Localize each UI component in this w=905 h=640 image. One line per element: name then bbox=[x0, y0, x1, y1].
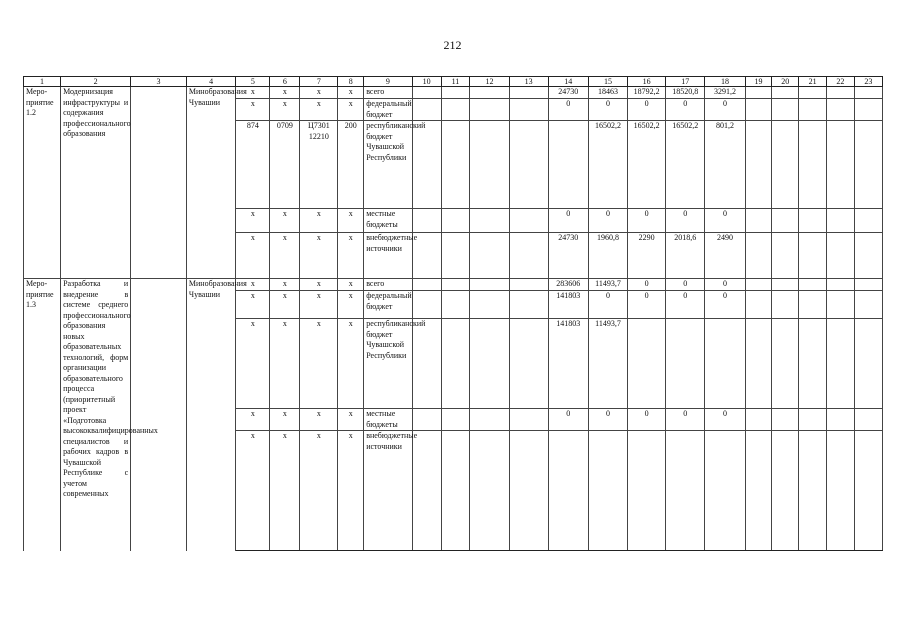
empty-cell bbox=[470, 291, 509, 319]
col-header: 14 bbox=[548, 77, 588, 87]
empty-cell bbox=[745, 99, 772, 121]
empty-cell bbox=[827, 431, 855, 551]
empty-cell bbox=[441, 409, 470, 431]
value-cell: 1960,8 bbox=[588, 233, 627, 279]
col-header: 6 bbox=[270, 77, 300, 87]
value-cell: 2490 bbox=[705, 233, 745, 279]
code-target: x bbox=[300, 233, 338, 279]
empty-cell bbox=[745, 279, 772, 291]
empty-cell bbox=[827, 291, 855, 319]
empty-cell bbox=[412, 209, 441, 233]
value-cell: 24730 bbox=[548, 233, 588, 279]
value-cell: 16502,2 bbox=[588, 121, 627, 209]
code-grbs: x bbox=[236, 319, 270, 409]
empty-cell bbox=[745, 291, 772, 319]
col-header: 9 bbox=[364, 77, 412, 87]
code-grbs: x bbox=[236, 99, 270, 121]
empty-cell bbox=[441, 431, 470, 551]
code-expense: x bbox=[338, 233, 364, 279]
funding-source: внебюджетные источники bbox=[364, 431, 412, 551]
value-cell: 0 bbox=[666, 409, 705, 431]
empty-cell bbox=[509, 279, 548, 291]
empty-cell bbox=[799, 99, 827, 121]
value-cell: 0 bbox=[588, 209, 627, 233]
empty-cell bbox=[470, 279, 509, 291]
value-cell: 0 bbox=[628, 409, 666, 431]
code-section: 0709 bbox=[270, 121, 300, 209]
empty-cell bbox=[827, 319, 855, 409]
empty-cell bbox=[509, 87, 548, 99]
col-header: 17 bbox=[666, 77, 705, 87]
funding-source: местные бюджеты bbox=[364, 209, 412, 233]
empty-cell bbox=[470, 431, 509, 551]
code-section: x bbox=[270, 319, 300, 409]
value-cell: 0 bbox=[705, 209, 745, 233]
value-cell bbox=[628, 319, 666, 409]
empty-cell bbox=[854, 233, 882, 279]
empty-cell bbox=[772, 99, 799, 121]
code-grbs: x bbox=[236, 291, 270, 319]
value-cell: 0 bbox=[705, 409, 745, 431]
code-target: x bbox=[300, 291, 338, 319]
col-header: 2 bbox=[61, 77, 131, 87]
code-section: x bbox=[270, 87, 300, 99]
empty-cell bbox=[745, 87, 772, 99]
value-cell: 0 bbox=[666, 209, 705, 233]
empty-cell bbox=[509, 409, 548, 431]
empty-cell bbox=[509, 291, 548, 319]
code-expense: x bbox=[338, 279, 364, 291]
empty-cell bbox=[799, 431, 827, 551]
column-numbers-row bbox=[24, 77, 883, 87]
value-cell bbox=[666, 431, 705, 551]
empty-cell bbox=[772, 121, 799, 209]
empty-cell bbox=[799, 319, 827, 409]
code-grbs: x bbox=[236, 87, 270, 99]
empty-cell bbox=[827, 209, 855, 233]
code-grbs: x bbox=[236, 409, 270, 431]
empty-cell bbox=[441, 209, 470, 233]
empty-cell bbox=[799, 209, 827, 233]
funding-source: внебюджетные источники bbox=[364, 233, 412, 279]
value-cell: 18792,2 bbox=[628, 87, 666, 99]
empty-cell bbox=[745, 209, 772, 233]
empty-cell bbox=[412, 319, 441, 409]
code-target: Ц7301 12210 bbox=[300, 121, 338, 209]
empty-cell bbox=[470, 209, 509, 233]
funding-source: всего bbox=[364, 87, 412, 99]
empty-cell bbox=[854, 409, 882, 431]
funding-source: республиканский бюджет Чувашской Республики bbox=[364, 121, 412, 209]
empty-cell bbox=[745, 121, 772, 209]
code-section: x bbox=[270, 409, 300, 431]
col-header: 20 bbox=[772, 77, 799, 87]
value-cell: 2290 bbox=[628, 233, 666, 279]
col-header: 12 bbox=[470, 77, 509, 87]
empty-cell bbox=[854, 431, 882, 551]
col-header: 13 bbox=[509, 77, 548, 87]
col-header: 22 bbox=[827, 77, 855, 87]
value-cell: 2018,6 bbox=[666, 233, 705, 279]
code-grbs: x bbox=[236, 431, 270, 551]
code-target: x bbox=[300, 279, 338, 291]
empty-cell bbox=[470, 87, 509, 99]
empty-cell bbox=[412, 431, 441, 551]
empty-cell bbox=[827, 279, 855, 291]
empty-cell bbox=[799, 87, 827, 99]
empty-cell bbox=[745, 319, 772, 409]
code-target: x bbox=[300, 209, 338, 233]
code-target: x bbox=[300, 319, 338, 409]
value-cell: 18520,8 bbox=[666, 87, 705, 99]
empty-cell bbox=[441, 279, 470, 291]
empty-cell bbox=[772, 291, 799, 319]
empty-cell bbox=[827, 409, 855, 431]
empty-cell bbox=[827, 99, 855, 121]
empty-cell bbox=[854, 99, 882, 121]
value-cell: 3291,2 bbox=[705, 87, 745, 99]
empty-cell bbox=[509, 319, 548, 409]
value-cell: 0 bbox=[548, 209, 588, 233]
empty-cell bbox=[412, 121, 441, 209]
code-grbs: x bbox=[236, 209, 270, 233]
empty-cell bbox=[854, 319, 882, 409]
value-cell bbox=[548, 431, 588, 551]
empty-cell bbox=[745, 233, 772, 279]
code-section: x bbox=[270, 209, 300, 233]
col-header: 4 bbox=[186, 77, 235, 87]
code-expense: x bbox=[338, 409, 364, 431]
budget-table bbox=[23, 76, 883, 551]
code-expense: x bbox=[338, 209, 364, 233]
value-cell: 0 bbox=[588, 99, 627, 121]
empty-cell bbox=[131, 87, 187, 279]
value-cell: 0 bbox=[628, 291, 666, 319]
executor: Минобразования Чувашии bbox=[186, 279, 235, 551]
empty-cell bbox=[509, 121, 548, 209]
value-cell bbox=[705, 319, 745, 409]
empty-cell bbox=[441, 233, 470, 279]
value-cell: 0 bbox=[588, 409, 627, 431]
code-section: x bbox=[270, 233, 300, 279]
empty-cell bbox=[412, 99, 441, 121]
value-cell: 0 bbox=[666, 279, 705, 291]
code-section: x bbox=[270, 291, 300, 319]
empty-cell bbox=[470, 99, 509, 121]
col-header: 15 bbox=[588, 77, 627, 87]
code-target: x bbox=[300, 99, 338, 121]
empty-cell bbox=[509, 99, 548, 121]
value-cell bbox=[705, 431, 745, 551]
code-expense: x bbox=[338, 99, 364, 121]
code-expense: x bbox=[338, 87, 364, 99]
empty-cell bbox=[772, 279, 799, 291]
empty-cell bbox=[470, 319, 509, 409]
empty-cell bbox=[470, 233, 509, 279]
empty-cell bbox=[412, 87, 441, 99]
page-number: 212 bbox=[443, 38, 462, 52]
col-header: 10 bbox=[412, 77, 441, 87]
col-header: 16 bbox=[628, 77, 666, 87]
value-cell bbox=[666, 319, 705, 409]
funding-source: республиканский бюджет Чувашской Республики bbox=[364, 319, 412, 409]
value-cell: 24730 bbox=[548, 87, 588, 99]
col-header: 1 bbox=[24, 77, 61, 87]
code-target: x bbox=[300, 409, 338, 431]
empty-cell bbox=[470, 409, 509, 431]
empty-cell bbox=[509, 233, 548, 279]
empty-cell bbox=[799, 233, 827, 279]
code-target: x bbox=[300, 431, 338, 551]
empty-cell bbox=[827, 121, 855, 209]
value-cell: 283606 bbox=[548, 279, 588, 291]
empty-cell bbox=[509, 431, 548, 551]
value-cell: 11493,7 bbox=[588, 279, 627, 291]
empty-cell bbox=[854, 121, 882, 209]
empty-cell bbox=[772, 87, 799, 99]
empty-cell bbox=[441, 99, 470, 121]
code-expense: x bbox=[338, 319, 364, 409]
value-cell: 11493,7 bbox=[588, 319, 627, 409]
empty-cell bbox=[470, 121, 509, 209]
value-cell: 141803 bbox=[548, 319, 588, 409]
col-header: 8 bbox=[338, 77, 364, 87]
code-target: x bbox=[300, 87, 338, 99]
value-cell bbox=[548, 121, 588, 209]
empty-cell bbox=[441, 291, 470, 319]
empty-cell bbox=[772, 209, 799, 233]
empty-cell bbox=[745, 409, 772, 431]
empty-cell bbox=[854, 87, 882, 99]
empty-cell bbox=[772, 233, 799, 279]
empty-cell bbox=[745, 431, 772, 551]
col-header: 19 bbox=[745, 77, 772, 87]
code-section: x bbox=[270, 431, 300, 551]
value-cell: 16502,2 bbox=[666, 121, 705, 209]
empty-cell bbox=[412, 291, 441, 319]
value-cell: 16502,2 bbox=[628, 121, 666, 209]
code-section: x bbox=[270, 279, 300, 291]
code-grbs: x bbox=[236, 279, 270, 291]
value-cell: 0 bbox=[628, 279, 666, 291]
value-cell: 0 bbox=[628, 209, 666, 233]
table-row bbox=[24, 87, 883, 99]
empty-cell bbox=[412, 409, 441, 431]
empty-cell bbox=[854, 209, 882, 233]
funding-source: всего bbox=[364, 279, 412, 291]
value-cell bbox=[588, 431, 627, 551]
empty-cell bbox=[772, 409, 799, 431]
value-cell: 0 bbox=[548, 99, 588, 121]
empty-cell bbox=[827, 87, 855, 99]
code-expense: x bbox=[338, 431, 364, 551]
value-cell: 0 bbox=[705, 279, 745, 291]
code-expense: 200 bbox=[338, 121, 364, 209]
funding-source: федеральный бюджет bbox=[364, 291, 412, 319]
executor: Минобразования Чувашии bbox=[186, 87, 235, 279]
empty-cell bbox=[772, 431, 799, 551]
empty-cell bbox=[441, 121, 470, 209]
empty-cell bbox=[799, 291, 827, 319]
empty-cell bbox=[412, 279, 441, 291]
col-header: 11 bbox=[441, 77, 470, 87]
event-name: Разработка и внедрение в системе среднего профессионального образования новых образовательных технологий, форм организации образовательного процесса (приоритетный проект «Подготовка высококвалифицированных специалистов и рабочих кадров в Чувашской Республике с учетом современных bbox=[61, 279, 131, 551]
empty-cell bbox=[854, 291, 882, 319]
col-header: 18 bbox=[705, 77, 745, 87]
col-header: 5 bbox=[236, 77, 270, 87]
value-cell: 0 bbox=[666, 291, 705, 319]
code-expense: x bbox=[338, 291, 364, 319]
event-id: Меро-приятие 1.3 bbox=[24, 279, 61, 551]
col-header: 7 bbox=[300, 77, 338, 87]
event-id: Меро-приятие 1.2 bbox=[24, 87, 61, 279]
empty-cell bbox=[509, 209, 548, 233]
code-grbs: 874 bbox=[236, 121, 270, 209]
table-row bbox=[24, 279, 883, 291]
empty-cell bbox=[799, 121, 827, 209]
event-name: Модернизация инфраструктуры и содержания профессионального образования bbox=[61, 87, 131, 279]
value-cell: 0 bbox=[666, 99, 705, 121]
value-cell bbox=[628, 431, 666, 551]
funding-source: федеральный бюджет bbox=[364, 99, 412, 121]
empty-cell bbox=[131, 279, 187, 551]
col-header: 3 bbox=[131, 77, 187, 87]
empty-cell bbox=[854, 279, 882, 291]
funding-source: местные бюджеты bbox=[364, 409, 412, 431]
code-grbs: x bbox=[236, 233, 270, 279]
value-cell: 0 bbox=[548, 409, 588, 431]
code-section: x bbox=[270, 99, 300, 121]
value-cell: 141803 bbox=[548, 291, 588, 319]
empty-cell bbox=[827, 233, 855, 279]
col-header: 23 bbox=[854, 77, 882, 87]
value-cell: 0 bbox=[588, 291, 627, 319]
value-cell: 801,2 bbox=[705, 121, 745, 209]
col-header: 21 bbox=[799, 77, 827, 87]
empty-cell bbox=[441, 87, 470, 99]
value-cell: 18463 bbox=[588, 87, 627, 99]
empty-cell bbox=[772, 319, 799, 409]
empty-cell bbox=[799, 409, 827, 431]
empty-cell bbox=[441, 319, 470, 409]
value-cell: 0 bbox=[628, 99, 666, 121]
empty-cell bbox=[799, 279, 827, 291]
value-cell: 0 bbox=[705, 99, 745, 121]
value-cell: 0 bbox=[705, 291, 745, 319]
